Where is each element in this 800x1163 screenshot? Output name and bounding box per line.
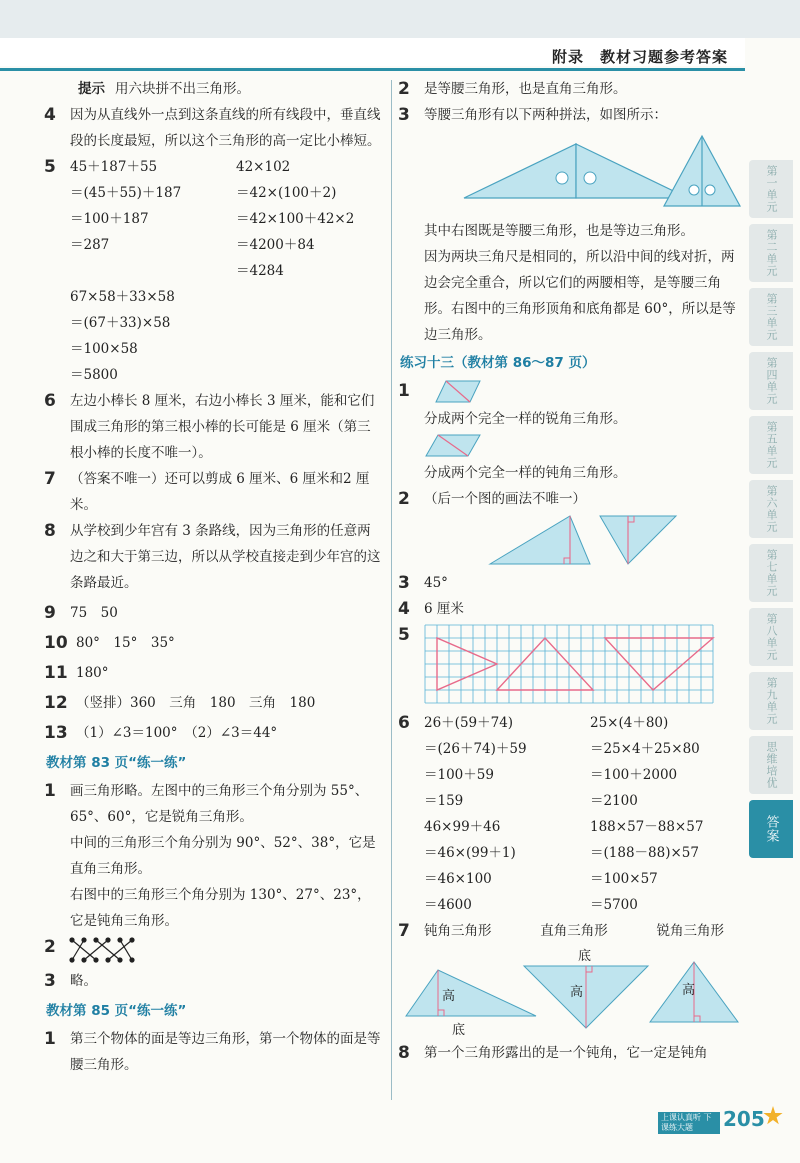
answer-number: 5 <box>44 157 56 177</box>
answer-text: 其中右图既是等腰三角形，也是等边三角形。 <box>424 223 694 239</box>
calc-row <box>424 710 740 814</box>
answer-7 <box>44 466 384 518</box>
tab-unit-3[interactable]: 第三单元 <box>749 288 793 346</box>
answer-9 <box>44 600 384 626</box>
answer-text: 右图中的三角形三个角分别为 130°、27°、23°，它是钝角三角形。 <box>70 887 371 929</box>
answer-12 <box>44 690 384 716</box>
exercise-7 <box>398 918 740 1040</box>
calc-d <box>590 814 703 918</box>
calc-line: ＝(26＋74)＋59 <box>424 741 527 757</box>
answer-8 <box>44 518 384 596</box>
exercise-2 <box>398 486 740 570</box>
hint-line <box>48 76 384 102</box>
practice-85-1 <box>44 1026 384 1078</box>
answer-text: 180° <box>76 665 109 681</box>
answer-text: 因为两块三角尺是相同的，所以沿中间的线对折，两边会完全重合，所以它们的两腰相等，是等腰三角形。右图中的三角形顶角和底角都是 60°，所以是等边三角形。 <box>424 249 736 343</box>
answer-11 <box>44 660 384 686</box>
answer-5 <box>44 154 384 388</box>
top-margin <box>0 0 800 38</box>
calc-c <box>424 814 590 918</box>
answer-number: 5 <box>398 625 410 645</box>
answer-text: 等腰三角形有以下两种拼法，如图所示： <box>424 107 667 123</box>
calc-line: 45＋187＋55 <box>70 159 158 175</box>
column-divider <box>391 80 392 1100</box>
calc-line: ＝100＋187 <box>70 211 149 227</box>
answer-text: 45° <box>424 575 448 591</box>
exercise-5 <box>398 622 740 710</box>
calc-line: ＝4600 <box>424 897 472 913</box>
answer-text: 中间的三角形三个角分别为 90°、52°、38°，它是直角三角形。 <box>70 835 376 877</box>
triangle-types-figure <box>402 944 742 1040</box>
answer-r2 <box>398 76 740 102</box>
answer-number: 3 <box>44 971 56 991</box>
calc-line: ＝2100 <box>590 793 638 809</box>
matching-lines-figure <box>66 936 146 966</box>
answer-text: 从学校到少年宫有 3 条路线，因为三角形的任意两边之和大于第三边，所以从学校直接走到少年宫的这条路最近。 <box>70 523 381 591</box>
calc-b <box>590 710 700 814</box>
tab-unit-6[interactable]: 第六单元 <box>749 480 793 538</box>
answer-number: 7 <box>398 921 410 941</box>
page-number: 205 <box>723 1107 765 1131</box>
calc-line: ＝100＋2000 <box>590 767 678 783</box>
answer-number: 2 <box>398 489 410 509</box>
exercise-1 <box>398 378 740 486</box>
answer-text: （竖排）360 三角 180 三角 180 <box>76 695 316 711</box>
calc-line: ＝100×58 <box>70 341 138 357</box>
label-obtuse: 钝角三角形 <box>424 923 492 939</box>
calc-line: ＝42×(100＋2) <box>236 185 337 201</box>
exercise-6 <box>398 710 740 918</box>
height-label: 高 <box>682 983 696 998</box>
calc-line: ＝(45＋55)＋187 <box>70 185 182 201</box>
base-label: 底 <box>452 1023 466 1038</box>
calc-a <box>70 154 236 284</box>
calc-line: ＝(67＋33)×58 <box>70 315 171 331</box>
answer-number: 10 <box>44 633 68 653</box>
calc-line: 26＋(59＋74) <box>424 715 514 731</box>
tab-unit-8[interactable]: 第八单元 <box>749 608 793 666</box>
answer-text: 因为从直线外一点到这条直线的所有线段中，垂直线段的长度最短，所以这个三角形的高一定比小棒短。 <box>70 107 381 149</box>
unit-tabs <box>749 160 793 864</box>
triangle-rulers-figure <box>454 132 754 216</box>
calc-line: ＝5700 <box>590 897 638 913</box>
answer-number: 8 <box>398 1043 410 1063</box>
answer-number: 1 <box>44 781 56 801</box>
drawing-grid-figure <box>424 624 718 706</box>
answer-number: 6 <box>398 713 410 733</box>
answer-text: 第三个物体的面是等边三角形，第一个物体的面是等腰三角形。 <box>70 1031 381 1073</box>
answer-number: 9 <box>44 603 56 623</box>
tab-thinking[interactable]: 思维培优 <box>749 736 793 794</box>
answer-number: 2 <box>44 937 56 957</box>
section-heading-p83: 教材第 83 页“练一练” <box>46 755 187 771</box>
calc-line: 188×57－88×57 <box>590 819 704 835</box>
section-heading-p85: 教材第 85 页“练一练” <box>46 1003 187 1019</box>
answer-number: 7 <box>44 469 56 489</box>
answer-r3 <box>398 102 740 348</box>
answer-text: 分成两个完全一样的钝角三角形。 <box>424 465 627 481</box>
calc-line: ＝46×(99＋1) <box>424 845 516 861</box>
answer-number: 2 <box>398 79 410 99</box>
answer-number: 8 <box>44 521 56 541</box>
answer-text: 略。 <box>70 973 97 989</box>
practice-83-2 <box>44 934 384 968</box>
calc-line: ＝287 <box>70 237 110 253</box>
calc-row <box>424 814 740 918</box>
answer-4 <box>44 102 384 154</box>
answer-number: 11 <box>44 663 68 683</box>
answer-text: 左边小棒长 8 厘米，右边小棒长 3 厘米，能和它们围成三角形的第三根小棒的长可能是 6 厘米（第三根小棒的长度不唯一）。 <box>70 393 375 461</box>
star-icon <box>763 1106 783 1126</box>
calc-line: 46×99＋46 <box>424 819 501 835</box>
exercise-8 <box>398 1040 740 1066</box>
page-header-title: 附录 教材习题参考答案 <box>551 48 728 66</box>
answer-number: 12 <box>44 693 68 713</box>
section-heading-exercise-13: 练习十三（教材第 86～87 页） <box>400 355 596 371</box>
triangle-type-labels <box>424 918 724 944</box>
tab-unit-2[interactable]: 第二单元 <box>749 224 793 282</box>
answer-text: 6 厘米 <box>424 601 464 617</box>
calc-b <box>236 154 354 284</box>
exercise-4 <box>398 596 740 622</box>
answer-text: 80° 15° 35° <box>76 635 175 651</box>
calc-line: ＝5800 <box>70 367 118 383</box>
calc-line: ＝25×4＋25×80 <box>590 741 700 757</box>
calc-line: ＝159 <box>424 793 464 809</box>
answer-13 <box>44 720 384 746</box>
calc-line: ＝46×100 <box>424 871 492 887</box>
calc-row <box>70 154 384 284</box>
answer-text: 是等腰三角形，也是直角三角形。 <box>424 81 627 97</box>
tab-unit-5[interactable]: 第五单元 <box>749 416 793 474</box>
label-acute: 锐角三角形 <box>656 923 724 939</box>
practice-83-3 <box>44 968 384 994</box>
calc-c <box>70 284 384 388</box>
calc-line: 67×58＋33×58 <box>70 289 175 305</box>
answer-text: （后一个图的画法不唯一） <box>424 491 586 507</box>
hint-text: 用六块拼不出三角形。 <box>115 81 250 97</box>
answer-number: 6 <box>44 391 56 411</box>
height-label: 高 <box>570 985 584 1000</box>
answer-number: 1 <box>44 1029 56 1049</box>
calc-line: ＝4284 <box>236 263 284 279</box>
answer-10 <box>44 630 384 656</box>
answer-number: 3 <box>398 573 410 593</box>
right-column <box>398 76 740 1066</box>
answer-number: 13 <box>44 723 68 743</box>
answer-text: 画三角形略。左图中的三角形三个角分别为 55°、65°、60°，它是锐角三角形。 <box>70 783 369 825</box>
height-label: 高 <box>442 989 456 1004</box>
answer-number: 4 <box>398 599 410 619</box>
answer-text: 75 50 <box>70 605 118 621</box>
calc-a <box>424 710 590 814</box>
obtuse-parallelogram-figure <box>424 432 484 460</box>
calc-line: 42×102 <box>236 159 291 175</box>
answer-number: 3 <box>398 105 410 125</box>
calc-line: 25×(4＋80) <box>590 715 669 731</box>
triangle-heights-figure <box>486 512 746 570</box>
calc-line: ＝(188－88)×57 <box>590 845 699 861</box>
calc-line: ＝100＋59 <box>424 767 494 783</box>
left-column <box>44 76 384 1078</box>
tab-unit-1[interactable]: 第一单元 <box>749 160 793 218</box>
answer-text: 分成两个完全一样的锐角三角形。 <box>424 411 627 427</box>
acute-parallelogram-figure <box>424 378 484 406</box>
answer-number: 1 <box>398 381 410 401</box>
label-right: 直角三角形 <box>540 923 608 939</box>
tab-unit-7[interactable]: 第七单元 <box>749 544 793 602</box>
calc-line: ＝4200＋84 <box>236 237 315 253</box>
footer-slogan: 上课认真听 下课练大题 <box>658 1112 720 1134</box>
tab-unit-9[interactable]: 第九单元 <box>749 672 793 730</box>
tab-unit-4[interactable]: 第四单元 <box>749 352 793 410</box>
answer-number: 4 <box>44 105 56 125</box>
answer-6 <box>44 388 384 466</box>
answer-text: （答案不唯一）还可以剪成 6 厘米、6 厘米和2 厘米。 <box>70 471 370 513</box>
base-label: 底 <box>578 949 592 964</box>
answer-text: 第一个三角形露出的是一个钝角，它一定是钝角 <box>424 1045 708 1061</box>
tab-answers[interactable]: 答案 <box>749 800 793 858</box>
exercise-3 <box>398 570 740 596</box>
calc-line: ＝100×57 <box>590 871 658 887</box>
practice-83-1 <box>44 778 384 934</box>
answer-text: （1）∠3＝100° （2）∠3＝44° <box>76 725 278 741</box>
calc-line: ＝42×100＋42×2 <box>236 211 355 227</box>
hint-label: 提示 <box>78 81 105 97</box>
